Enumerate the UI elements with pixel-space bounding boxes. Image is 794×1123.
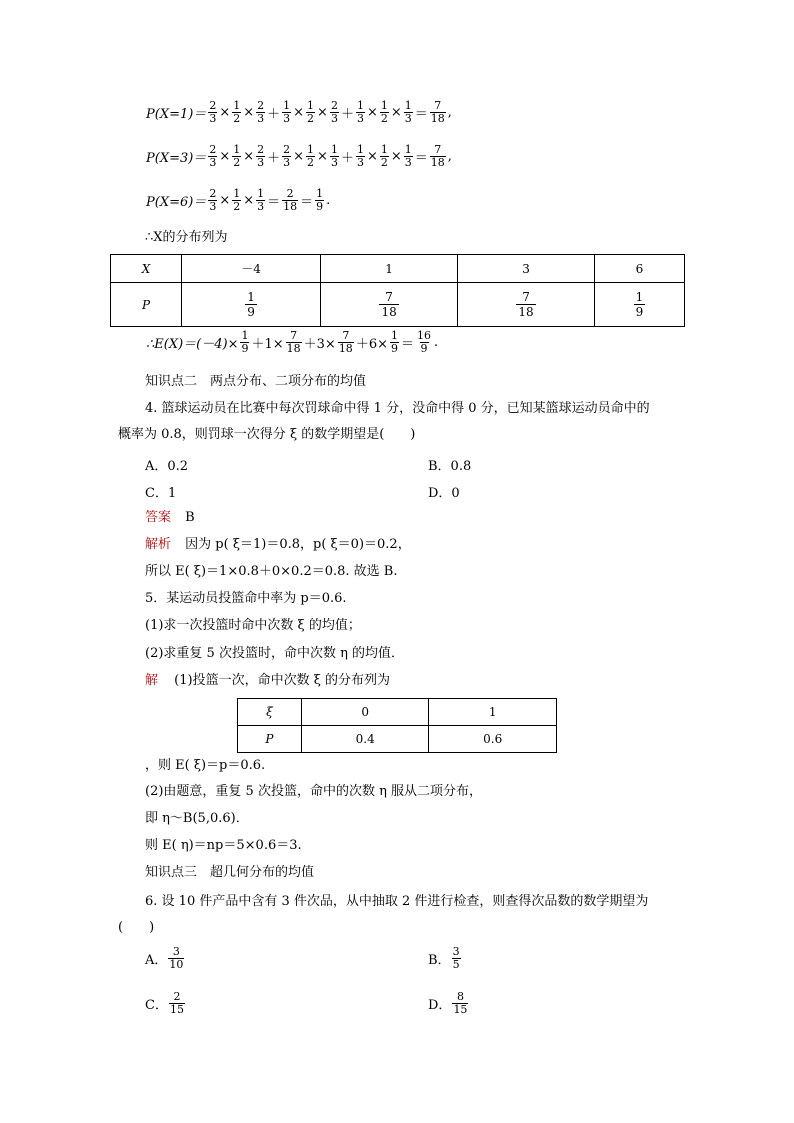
math-operator: × (293, 149, 305, 164)
fraction: $\frac{1}{3}$ (356, 143, 364, 169)
fraction: $\frac{16}{9}$ (417, 329, 431, 355)
math-operator: ＋ (267, 107, 281, 122)
table1-prob-cell: $\frac{1}{9}$ (181, 283, 320, 327)
solution-text: (1)投篮一次，命中次数 ξ 的分布列为 (174, 673, 390, 688)
dist-intro: ∴X的分布列为 (145, 230, 228, 245)
fraction: $\frac{1}{9}$ (390, 329, 398, 355)
math-operator: × (293, 105, 305, 120)
q5-solution-5: 则 E( η)＝np＝5×0.6＝3. (145, 838, 302, 853)
math-lhs: P(X=1)＝ (146, 107, 207, 122)
table1-prob-cell: $\frac{7}{18}$ (458, 283, 595, 327)
fraction: $\frac{2}{18}$ (283, 187, 298, 213)
distribution-table-xi (237, 698, 557, 753)
q6-option-d: D． $\frac{8}{15}$ (428, 990, 468, 1016)
table1-prob-cell: $\frac{7}{18}$ (321, 283, 458, 327)
fraction: $\frac{2}{3}$ (209, 187, 217, 213)
fraction: $\frac{1}{2}$ (233, 99, 241, 125)
q4-option-c: C．1 (145, 486, 177, 501)
fraction: $\frac{2}{3}$ (209, 143, 217, 169)
math-operator: × (390, 149, 402, 164)
table1-row-label: P (111, 283, 182, 327)
table1-prob-cell: $\frac{1}{9}$ (594, 283, 684, 327)
fraction: $\frac{1}{2}$ (233, 143, 241, 169)
pmf-line-3 (145, 144, 453, 169)
math-operator: × (366, 105, 378, 120)
fraction: $\frac{1}{2}$ (380, 143, 388, 169)
pmf-line-6 (145, 188, 331, 213)
solution-label: 解 (145, 673, 159, 688)
fraction: $\frac{2}{3}$ (257, 143, 265, 169)
math-operator: ＝ (414, 151, 428, 166)
math-lhs: P(X=6)＝ (146, 195, 207, 210)
expectation-line (145, 330, 439, 355)
math-operator: × (317, 149, 328, 164)
table2-header-cell: 0 (301, 699, 429, 726)
fraction: $\frac{1}{3}$ (404, 99, 412, 125)
fraction: $\frac{2}{3}$ (257, 99, 265, 125)
math-operator: × (243, 105, 255, 120)
fraction: $\frac{2}{3}$ (283, 143, 291, 169)
q6-line-1: 6. 设 10 件产品中含有 3 件次品，从中抽取 2 件进行检查，则查得次品数的数学期望为 (145, 894, 649, 909)
math-operator: × (390, 105, 402, 120)
q5-solution-1 (145, 672, 390, 690)
fraction: $\frac{1}{3}$ (356, 99, 364, 125)
math-tail: . (434, 335, 439, 350)
q5-solution-2: ，则 E( ξ)＝p＝0.6. (145, 758, 266, 773)
math-operator: ＋ (340, 151, 354, 166)
fraction: $\frac{1}{3}$ (404, 143, 412, 169)
fraction: $\frac{1}{3}$ (283, 99, 291, 125)
q4-answer (145, 509, 195, 527)
math-operator: ＋1× (251, 337, 284, 352)
table1-header-cell: 3 (458, 255, 595, 283)
math-lhs: P(X=3)＝ (146, 151, 207, 166)
section-3-title: 知识点三 超几何分布的均值 (145, 865, 315, 880)
q5-line-2: (1)求一次投篮时命中次数 ξ 的均值； (145, 618, 361, 633)
fraction: $\frac{1}{3}$ (330, 143, 338, 169)
q4-option-d: D．0 (428, 486, 460, 501)
analysis-text: 因为 p( ξ＝1)＝0.8，p( ξ＝0)＝0.2， (185, 537, 411, 552)
pmf-line-1 (145, 100, 453, 125)
q4-option-a: A．0.2 (145, 459, 189, 474)
math-operator: ＝ (267, 195, 281, 210)
table1-header-cell: 6 (594, 255, 684, 283)
math-operator: ＝ (414, 107, 428, 122)
fraction: $\frac{1}{2}$ (307, 99, 315, 125)
fraction: $\frac{1}{9}$ (241, 329, 249, 355)
math-operator: × (219, 193, 231, 208)
q6-option-b: B． $\frac{3}{5}$ (428, 945, 460, 971)
answer-label: 答案 (145, 510, 172, 525)
math-lhs: ∴E(X)＝(－4)× (146, 337, 239, 352)
q6-line-2: ( ) (118, 920, 155, 935)
fraction: $\frac{7}{18}$ (430, 99, 445, 125)
q5-line-3: (2)求重复 5 次投篮时，命中次数 η 的均值． (145, 646, 405, 661)
answer-value: B (185, 510, 195, 525)
q5-solution-3: (2)由题意，重复 5 次投篮，命中的次数 η 服从二项分布， (145, 784, 483, 799)
math-operator: × (317, 105, 328, 120)
q4-analysis (145, 536, 411, 554)
table2-header-cell: 1 (429, 699, 557, 726)
math-operator: × (243, 193, 255, 208)
section-2-title: 知识点二 两点分布、二项分布的均值 (145, 374, 367, 389)
fraction: $\frac{1}{2}$ (307, 143, 315, 169)
math-tail: , (447, 105, 452, 120)
q6-option-a: A． $\frac{3}{10}$ (145, 945, 184, 971)
fraction: $\frac{1}{3}$ (257, 187, 265, 213)
math-operator: × (243, 149, 255, 164)
table2-cell: 0.6 (429, 726, 557, 753)
fraction: $\frac{1}{9}$ (316, 187, 324, 213)
q4-line-2: 概率为 0.8，则罚球一次得分 ξ 的数学期望是( ) (118, 427, 416, 442)
math-operator: ＋ (267, 151, 281, 166)
q5-line-1: 5．某运动员投篮命中率为 p＝0.6. (145, 591, 347, 606)
table2-cell: 0.4 (301, 726, 429, 753)
fraction: $\frac{7}{18}$ (430, 143, 445, 169)
fraction: $\frac{7}{18}$ (286, 329, 301, 355)
table1-header-cell: 1 (321, 255, 458, 283)
q4-line-1: 4. 篮球运动员在比赛中每次罚球命中得 1 分，没命中得 0 分，已知某篮球运动员命中的 (145, 401, 650, 416)
analysis-label: 解析 (145, 537, 172, 552)
math-operator: ＋6× (355, 337, 388, 352)
math-operator: × (366, 149, 378, 164)
math-operator: × (219, 149, 231, 164)
q4-analysis-2: 所以 E( ξ)＝1×0.8＋0×0.2＝0.8. 故选 B. (145, 564, 398, 579)
table1-header-cell: X (111, 255, 182, 283)
math-operator: ＋3× (303, 337, 336, 352)
table2-row-label: P (238, 726, 302, 753)
fraction: $\frac{7}{18}$ (338, 329, 353, 355)
distribution-table-x (110, 254, 685, 327)
fraction: $\frac{1}{2}$ (233, 187, 241, 213)
math-tail: , (447, 149, 452, 164)
fraction: $\frac{2}{3}$ (209, 99, 217, 125)
math-operator: ＋ (340, 107, 354, 122)
q4-option-b: B．0.8 (428, 459, 472, 474)
table1-header-cell: －4 (181, 255, 320, 283)
math-operator: ＝ (400, 337, 414, 352)
math-operator: ＝ (300, 195, 314, 210)
q6-option-c: C． $\frac{2}{15}$ (145, 990, 184, 1016)
q5-solution-4: 即 η～B(5,0.6)． (145, 811, 249, 826)
fraction: $\frac{2}{3}$ (330, 99, 338, 125)
math-tail: . (326, 193, 331, 208)
table2-header-cell: ξ (238, 699, 302, 726)
math-operator: × (219, 105, 231, 120)
fraction: $\frac{1}{2}$ (380, 99, 388, 125)
